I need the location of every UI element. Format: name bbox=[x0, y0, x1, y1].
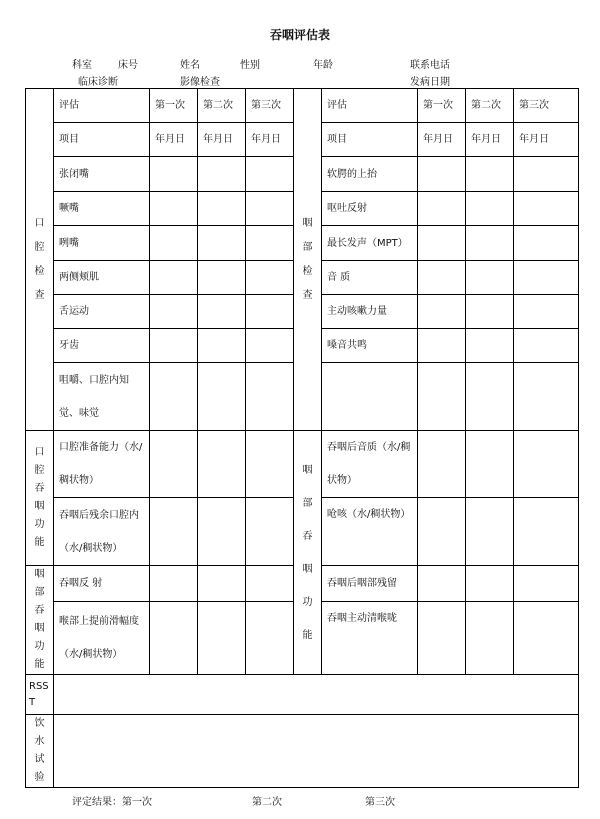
header-item-top-right: 评估 bbox=[322, 89, 418, 123]
cell[interactable] bbox=[418, 157, 466, 192]
rsst-result-cell[interactable] bbox=[54, 675, 579, 715]
item-chewing-sensation: 咀嚼、口腔内知觉、味觉 bbox=[54, 363, 150, 431]
header-date-3: 年月日 bbox=[246, 123, 294, 157]
header-item-bottom: 项目 bbox=[54, 123, 150, 157]
cell[interactable] bbox=[150, 295, 198, 329]
header-session-1-right: 第一次 bbox=[418, 89, 466, 123]
cell[interactable] bbox=[198, 295, 246, 329]
cell[interactable] bbox=[150, 157, 198, 192]
label-phone: 联系电话 bbox=[410, 60, 450, 71]
cell[interactable] bbox=[246, 498, 294, 566]
cell[interactable] bbox=[198, 261, 246, 295]
cell[interactable] bbox=[198, 192, 246, 226]
label-gender: 性别 bbox=[240, 60, 260, 71]
cell[interactable] bbox=[150, 329, 198, 363]
cell[interactable] bbox=[150, 498, 198, 566]
cell[interactable] bbox=[418, 295, 466, 329]
assessment-table bbox=[25, 88, 579, 788]
item-open-close-mouth: 张闭嘴 bbox=[54, 157, 150, 192]
cell[interactable] bbox=[150, 602, 198, 675]
item-tongue-movement: 舌运动 bbox=[54, 295, 150, 329]
cell[interactable] bbox=[246, 363, 294, 431]
item-larynx-elevation: 喉部上提前滑幅度（水/稠状物） bbox=[54, 602, 150, 675]
footer-result-third: 第三次 bbox=[365, 797, 395, 808]
item-voice-quality: 音 质 bbox=[322, 261, 418, 295]
cell[interactable] bbox=[418, 431, 466, 498]
cell[interactable] bbox=[150, 261, 198, 295]
header-item-bottom-right: 项目 bbox=[322, 123, 418, 157]
section-oral-exam: 口 腔 检 查 bbox=[26, 89, 54, 431]
label-department: 科室 bbox=[72, 60, 92, 71]
item-oral-residue: 吞咽后残余口腔内（水/稠状物） bbox=[54, 498, 150, 566]
cell[interactable] bbox=[514, 602, 579, 675]
label-name: 姓名 bbox=[180, 60, 200, 71]
cell[interactable] bbox=[514, 498, 579, 566]
section-pharynx-swallow-right: 咽 部 吞 咽 功 能 bbox=[294, 431, 322, 675]
cell[interactable] bbox=[514, 363, 579, 431]
header-item-top: 评估 bbox=[54, 89, 150, 123]
cell[interactable] bbox=[418, 226, 466, 261]
cell[interactable] bbox=[466, 192, 514, 226]
section-oral-swallow: 口 腔 吞 咽 功 能 bbox=[26, 431, 54, 566]
cell[interactable] bbox=[466, 157, 514, 192]
cell[interactable] bbox=[466, 261, 514, 295]
item-pucker: 噘嘴 bbox=[54, 192, 150, 226]
label-imaging: 影像检查 bbox=[180, 77, 220, 88]
cell[interactable] bbox=[418, 498, 466, 566]
cell[interactable] bbox=[246, 602, 294, 675]
cell[interactable] bbox=[514, 295, 579, 329]
cell[interactable] bbox=[418, 261, 466, 295]
header-date-2: 年月日 bbox=[198, 123, 246, 157]
cell[interactable] bbox=[418, 566, 466, 602]
cell[interactable] bbox=[150, 192, 198, 226]
section-rsst: RSST bbox=[26, 675, 54, 715]
cell[interactable] bbox=[466, 498, 514, 566]
cell[interactable] bbox=[514, 157, 579, 192]
cell[interactable] bbox=[150, 226, 198, 261]
cell[interactable] bbox=[466, 363, 514, 431]
item-teeth: 牙齿 bbox=[54, 329, 150, 363]
page-title: 吞咽评估表 bbox=[269, 28, 330, 42]
cell[interactable] bbox=[150, 431, 198, 498]
item-voice-resonance: 嗓音共鸣 bbox=[322, 329, 418, 363]
cell[interactable] bbox=[466, 295, 514, 329]
header-session-3-right: 第三次 bbox=[514, 89, 579, 123]
cell[interactable] bbox=[466, 226, 514, 261]
cell[interactable] bbox=[198, 498, 246, 566]
cell[interactable] bbox=[198, 329, 246, 363]
item-cough-strength: 主动咳嗽力量 bbox=[322, 295, 418, 329]
item-mpt: 最长发声（MPT） bbox=[322, 226, 418, 261]
section-pharynx-swallow-left: 咽 部 吞 咽 功 能 bbox=[26, 566, 54, 675]
section-water-test: 饮 水 试 验 bbox=[26, 715, 54, 788]
cell[interactable] bbox=[198, 602, 246, 675]
cell[interactable] bbox=[246, 566, 294, 602]
item-soft-palate-lift: 软腭的上抬 bbox=[322, 157, 418, 192]
cell[interactable] bbox=[322, 363, 418, 431]
item-buccal-muscles: 两侧颊肌 bbox=[54, 261, 150, 295]
section-pharynx-exam: 咽 部 检 查 bbox=[294, 89, 322, 431]
cell[interactable] bbox=[418, 363, 466, 431]
cell[interactable] bbox=[198, 363, 246, 431]
cell[interactable] bbox=[246, 295, 294, 329]
label-diagnosis: 临床诊断 bbox=[78, 77, 118, 88]
cell[interactable] bbox=[150, 566, 198, 602]
header-date-1: 年月日 bbox=[150, 123, 198, 157]
cell[interactable] bbox=[466, 602, 514, 675]
footer-result-first: 评定结果：第一次 bbox=[72, 797, 152, 808]
cell[interactable] bbox=[150, 363, 198, 431]
header-date-1-right: 年月日 bbox=[418, 123, 466, 157]
cell[interactable] bbox=[246, 192, 294, 226]
cell[interactable] bbox=[198, 157, 246, 192]
header-session-3: 第三次 bbox=[246, 89, 294, 123]
cell[interactable] bbox=[198, 226, 246, 261]
cell[interactable] bbox=[418, 329, 466, 363]
cell[interactable] bbox=[514, 431, 579, 498]
cell[interactable] bbox=[514, 261, 579, 295]
label-onset-date: 发病日期 bbox=[410, 77, 450, 88]
cell[interactable] bbox=[466, 329, 514, 363]
cell[interactable] bbox=[246, 261, 294, 295]
cell[interactable] bbox=[246, 226, 294, 261]
label-bed: 床号 bbox=[118, 60, 138, 71]
label-age: 年龄 bbox=[313, 60, 333, 71]
item-pharynx-residue: 吞咽后咽部残留 bbox=[322, 566, 418, 602]
footer-result-second: 第二次 bbox=[252, 797, 282, 808]
item-swallow-reflex: 吞咽反 射 bbox=[54, 566, 150, 602]
header-session-2: 第二次 bbox=[198, 89, 246, 123]
cell[interactable] bbox=[514, 192, 579, 226]
header-date-3-right: 年月日 bbox=[514, 123, 579, 157]
cell[interactable] bbox=[466, 431, 514, 498]
cell[interactable] bbox=[514, 566, 579, 602]
cell[interactable] bbox=[198, 431, 246, 498]
cell[interactable] bbox=[418, 602, 466, 675]
cell[interactable] bbox=[514, 329, 579, 363]
cell[interactable] bbox=[466, 566, 514, 602]
item-gag-reflex: 呕吐反射 bbox=[322, 192, 418, 226]
cell[interactable] bbox=[198, 566, 246, 602]
cell[interactable] bbox=[246, 329, 294, 363]
cell[interactable] bbox=[246, 157, 294, 192]
header-date-2-right: 年月日 bbox=[466, 123, 514, 157]
cell[interactable] bbox=[418, 192, 466, 226]
cell[interactable] bbox=[514, 226, 579, 261]
water-test-result-cell[interactable] bbox=[54, 715, 579, 788]
item-oral-preparation: 口腔准备能力（水/稠状物） bbox=[54, 431, 150, 498]
header-session-1: 第一次 bbox=[150, 89, 198, 123]
item-choking: 呛咳（水/稠状物） bbox=[322, 498, 418, 566]
header-session-2-right: 第二次 bbox=[466, 89, 514, 123]
item-grin: 咧嘴 bbox=[54, 226, 150, 261]
item-throat-clearing: 吞咽主动清喉咙 bbox=[322, 602, 418, 675]
cell[interactable] bbox=[246, 431, 294, 498]
item-voice-after-swallow: 吞咽后音质（水/稠状物） bbox=[322, 431, 418, 498]
